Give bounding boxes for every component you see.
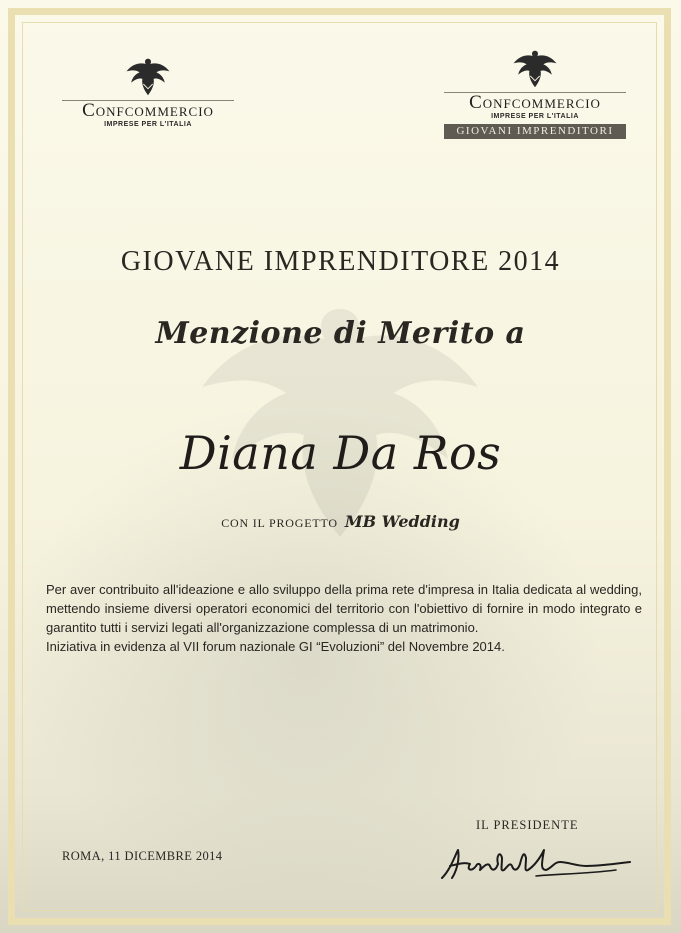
- confcommercio-logo: [62, 56, 234, 129]
- brand-tagline: IMPRESE PER L'ITALIA: [491, 113, 579, 120]
- place-date: ROMA, 11 DICEMBRE 2014: [62, 849, 223, 863]
- citation-text: [46, 580, 642, 656]
- signature-icon: [436, 836, 636, 888]
- mention-heading: Menzione di Merito a: [155, 316, 526, 351]
- project-name: MB Wedding: [344, 512, 460, 531]
- project-label: CON IL PROGETTO: [221, 516, 338, 530]
- brand-text: Confcommercio: [469, 92, 601, 113]
- project-line: [0, 512, 681, 532]
- citation-paragraph: Iniziativa in evidenza al VII forum nazionale GI “Evoluzioni” del Novembre 2014.: [46, 639, 505, 654]
- citation-paragraph: Per aver contribuito all'ideazione e allo sviluppo della prima rete d'impresa in Italia dedicata al wedding, mettendo insieme diversi operatori economici del territorio con l'obiettivo di fornire in modo integrato e garantito tutti i servizi legati all'organizzazione complessa di un matrimonio.: [46, 582, 642, 635]
- brand-text: Confcommercio: [82, 100, 214, 121]
- eagle-icon: [124, 56, 172, 98]
- eagle-icon: [511, 48, 559, 90]
- recipient-name: Diana Da Ros: [179, 426, 502, 480]
- signatory-title: IL PRESIDENTE: [476, 818, 579, 832]
- certificate-title: GIOVANE IMPRENDITORE 2014: [120, 246, 561, 277]
- brand-name: [444, 92, 626, 113]
- brand-name: [62, 100, 234, 121]
- brand-tagline: IMPRESE PER L'ITALIA: [104, 121, 192, 128]
- division-band: GIOVANI IMPRENDITORI: [444, 124, 626, 139]
- confcommercio-giovani-logo: [444, 48, 626, 139]
